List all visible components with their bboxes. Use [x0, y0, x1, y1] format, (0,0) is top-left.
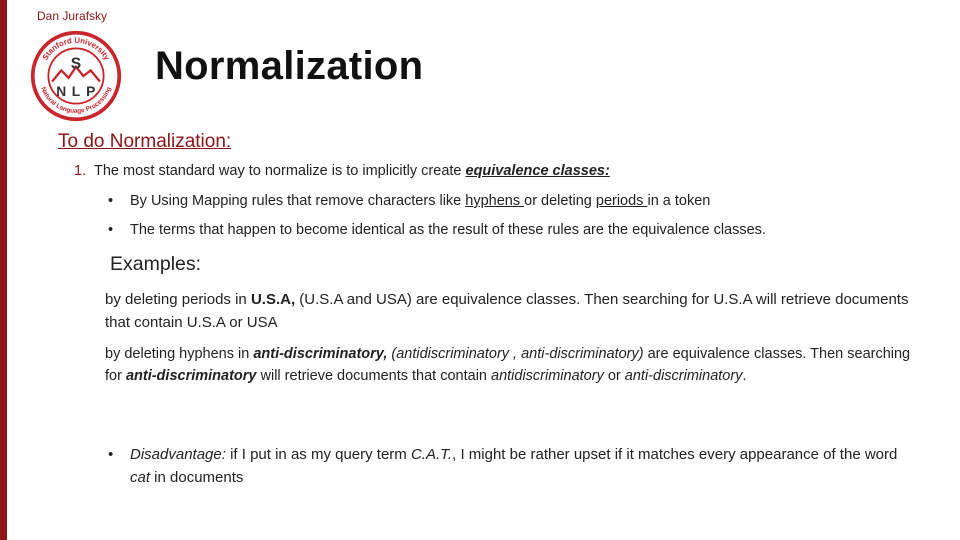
logo-letter-n: N	[56, 84, 67, 100]
logo-letter-p: P	[86, 84, 96, 100]
example-anti-discriminatory: by deleting hyphens in anti-discriminatory, (antidiscriminatory , anti-discriminatory) are equivalence classes. Then searching for anti-discriminatory will retrieve documents that contain antidiscriminatory or anti-discriminatory.	[105, 346, 911, 384]
section-subhead: To do Normalization:	[58, 131, 232, 152]
bullet-text: or deleting	[524, 193, 596, 209]
bullet-dot: •	[108, 193, 114, 209]
author-name: Dan Jurafsky	[37, 9, 108, 23]
item-text: The most standard way to normalize is to implicitly create	[94, 163, 466, 179]
logo-letter-s: S	[70, 55, 82, 73]
logo-letter-l: L	[71, 84, 81, 100]
bullet-mapping-rules	[108, 193, 711, 209]
bullet-text: The terms that happen to become identical as the result of these rules are the equivalence classes.	[130, 222, 766, 238]
item-tail: :	[604, 163, 610, 179]
stanford-nlp-logo	[30, 30, 122, 122]
underlined-periods: periods	[595, 193, 648, 209]
numbered-item-1	[74, 163, 610, 179]
slide-title: Normalization	[155, 44, 424, 88]
underlined-hyphens: hyphens	[465, 193, 525, 209]
bullet-dot: •	[108, 446, 114, 463]
left-accent-bar	[0, 0, 7, 540]
examples-label: Examples:	[110, 253, 202, 275]
bullet-disadvantage: • Disadvantage: if I put in as my query term C.A.T., I might be rather upset if it matches every appearance of the word cat in documents	[130, 443, 920, 489]
bullet-equivalence-terms	[108, 222, 766, 238]
logo-top-text: Stanford University	[40, 35, 112, 62]
item-number: 1.	[74, 163, 87, 179]
bullet-text: in a token	[647, 193, 711, 209]
disadvantage-label: Disadvantage:	[130, 446, 226, 463]
bullet-text: By Using Mapping rules that remove characters like	[130, 193, 466, 209]
item-emphasis: equivalence classes	[465, 163, 605, 179]
bullet-dot: •	[108, 222, 114, 238]
logo-bottom-text: Natural Language Processing	[39, 86, 113, 115]
example-usa: by deleting periods in U.S.A, (U.S.A and USA) are equivalence classes. Then searching for U.S.A will retrieve documents that contain U.S.A or USA	[105, 291, 909, 331]
